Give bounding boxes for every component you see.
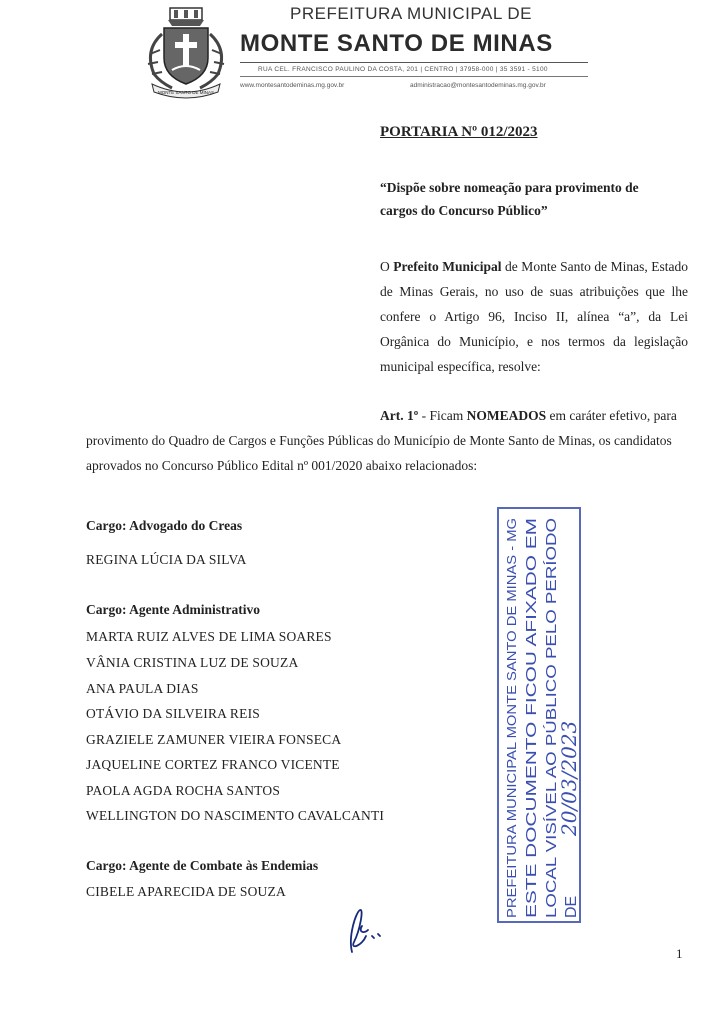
- preamble-bold: Prefeito Municipal: [393, 259, 502, 274]
- nominee-name: VÂNIA CRISTINA LUZ DE SOUZA: [86, 655, 299, 670]
- preamble: O Prefeito Municipal de Monte Santo de Minas, Estado de Minas Gerais, no uso de suas atribuições que lhe confere o Artigo 96, Inciso II, alínea “a”, da Lei Orgânica do Município, e nos termos da legislação municipal específica, resolve:: [380, 259, 688, 374]
- nominee-name: REGINA LÚCIA DA SILVA: [86, 552, 247, 567]
- article-1: Art. 1º - Ficam NOMEADOS em caráter efetivo, para provimento do Quadro de Cargos e Funções Públicas do Município de Monte Santo de Minas, os candidatos aprovados no Concurso Público Edital nº 001/2020 abaixo relacionados:: [86, 408, 677, 473]
- cargo-heading: Cargo: Advogado do Creas: [86, 518, 243, 533]
- signature: [338, 906, 386, 956]
- nominee-name: PAOLA AGDA ROCHA SANTOS: [86, 783, 281, 798]
- stamp-line-2: ESTE DOCUMENTO FICOU AFIXADO EM: [523, 629, 540, 918]
- header-title-line1: PREFEITURA MUNICIPAL DE: [290, 4, 532, 23]
- nominee-name: GRAZIELE ZAMUNER VIEIRA FONSECA: [86, 732, 342, 747]
- cargo-heading: Cargo: Agente Administrativo: [86, 602, 260, 617]
- nominee-name: WELLINGTON DO NASCIMENTO CAVALCANTI: [86, 808, 385, 823]
- ementa: “Dispõe sobre nomeação para provimento de cargos do Concurso Público”: [380, 180, 639, 218]
- stamp-date: 20/03/2023: [557, 720, 581, 836]
- nominee-name: JAQUELINE CORTEZ FRANCO VICENTE: [86, 757, 340, 772]
- stamp-line-1: PREFEITURA MUNICIPAL MONTE SANTO DE MINAS - MG: [505, 579, 519, 918]
- stamp-line-4-prefix: DE: [563, 895, 580, 918]
- header-divider: [240, 62, 588, 63]
- nominee-name: ANA PAULA DIAS: [86, 681, 199, 696]
- cargo-heading: Cargo: Agente de Combate às Endemias: [86, 858, 319, 873]
- nominee-name: OTÁVIO DA SILVEIRA REIS: [86, 706, 260, 721]
- header-email: administracao@montesantodeminas.mg.gov.br: [410, 82, 546, 89]
- art1-label: Art. 1º: [380, 408, 419, 423]
- stamp-line-3: LOCAL VISÍVEL AO PÚBLICO PELO PERÍODO: [543, 596, 560, 918]
- portaria-number: PORTARIA Nº 012/2023: [380, 124, 538, 140]
- publication-stamp: [496, 506, 582, 924]
- header-divider-lower: [240, 76, 588, 77]
- nominee-name: MARTA RUIZ ALVES DE LIMA SOARES: [86, 629, 332, 644]
- crest-motto: MONTE SANTO DE MINAS: [158, 90, 214, 95]
- art1-bold: NOMEADOS: [466, 408, 547, 423]
- header-title-line2: MONTE SANTO DE MINAS: [240, 30, 553, 57]
- header-address: RUA CEL. FRANCISCO PAULINO DA COSTA, 201 | CENTRO | 37958-000 | 35 3591 - 5100: [258, 66, 548, 73]
- header-website: www.montesantodeminas.mg.gov.br: [240, 82, 345, 89]
- municipal-crest-logo: [138, 4, 234, 100]
- nominee-name: CIBELE APARECIDA DE SOUZA: [86, 884, 286, 899]
- page-number: 1: [676, 946, 683, 961]
